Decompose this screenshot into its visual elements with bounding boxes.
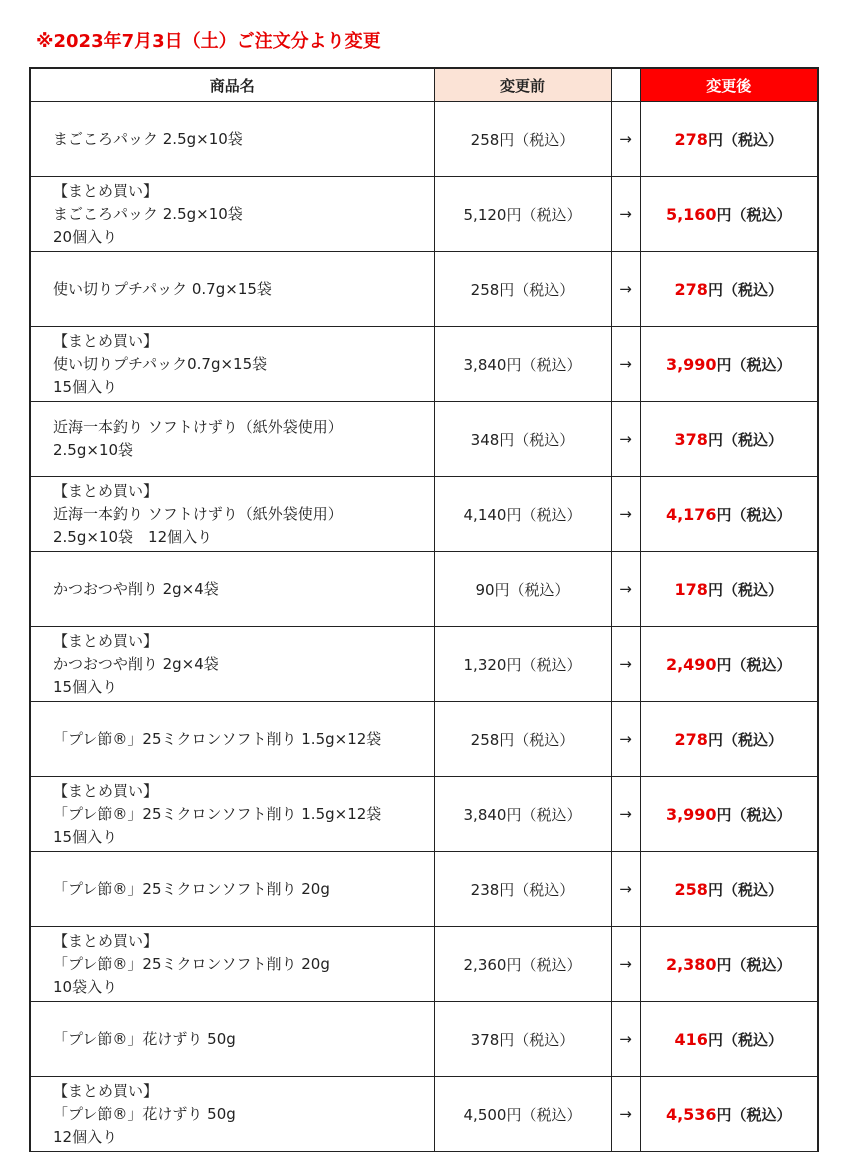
table-row bbox=[30, 1077, 818, 1152]
price-after-cell bbox=[640, 177, 818, 252]
price-after-cell bbox=[640, 927, 818, 1002]
price-after-unit: 円（税込） bbox=[716, 655, 792, 674]
table-row bbox=[30, 852, 818, 927]
product-name-line: 12個入り bbox=[53, 1127, 118, 1146]
price-after-unit: 円（税込） bbox=[716, 955, 792, 974]
product-name-line: 「プレ節®」花けずり 50g bbox=[53, 1029, 236, 1048]
product-name-line: 2.5g×10袋 bbox=[53, 441, 134, 459]
product-name-cell bbox=[30, 1002, 434, 1077]
price-after-amount: 3,990 bbox=[665, 804, 717, 824]
table-row bbox=[30, 402, 818, 477]
product-name-line: かつおつや削り 2g×4袋 bbox=[53, 654, 219, 673]
product-name-cell bbox=[30, 702, 434, 777]
price-before-cell: 4,500円（税込） bbox=[434, 1077, 611, 1152]
price-before-cell: 1,320円（税込） bbox=[434, 627, 611, 702]
product-name-line: 15個入り bbox=[53, 377, 118, 396]
product-name-line: 「プレ節®」25ミクロンソフト削り 20g bbox=[53, 879, 330, 898]
price-after-amount: 2,380 bbox=[665, 954, 717, 974]
table-row bbox=[30, 252, 818, 327]
arrow-icon: → bbox=[611, 552, 640, 627]
price-before-cell: 378円（税込） bbox=[434, 1002, 611, 1077]
price-before-cell: 348円（税込） bbox=[434, 402, 611, 477]
product-name-line: 「プレ節®」花けずり 50g bbox=[53, 1104, 236, 1123]
price-before-cell: 258円（税込） bbox=[434, 252, 611, 327]
header-before-change: 変更前 bbox=[434, 68, 611, 102]
header-after-change: 変更後 bbox=[640, 68, 818, 102]
header-product-name: 商品名 bbox=[30, 68, 434, 102]
table-row bbox=[30, 927, 818, 1002]
product-name-cell bbox=[30, 477, 434, 552]
price-before-cell: 3,840円（税込） bbox=[434, 777, 611, 852]
arrow-icon: → bbox=[611, 702, 640, 777]
table-row bbox=[30, 177, 818, 252]
price-after-cell bbox=[640, 402, 818, 477]
table-row bbox=[30, 627, 818, 702]
table-row bbox=[30, 552, 818, 627]
arrow-icon: → bbox=[611, 402, 640, 477]
product-name-cell bbox=[30, 252, 434, 327]
product-name-cell bbox=[30, 402, 434, 477]
arrow-icon: → bbox=[611, 327, 640, 402]
price-after-cell bbox=[640, 552, 818, 627]
arrow-icon: → bbox=[611, 627, 640, 702]
table-row bbox=[30, 777, 818, 852]
price-after-amount: 4,176 bbox=[665, 504, 717, 524]
product-name-line: 【まとめ買い】 bbox=[53, 631, 159, 650]
arrow-icon: → bbox=[611, 252, 640, 327]
price-before-cell: 238円（税込） bbox=[434, 852, 611, 927]
price-before-cell: 5,120円（税込） bbox=[434, 177, 611, 252]
product-name-cell bbox=[30, 102, 434, 177]
price-after-cell bbox=[640, 252, 818, 327]
product-name-line: 使い切りプチパック 0.7g×15袋 bbox=[53, 279, 272, 298]
product-name-line: 2.5g×10袋 12個入り bbox=[53, 527, 213, 546]
price-after-amount: 278 bbox=[674, 729, 708, 749]
price-after-unit: 円（税込） bbox=[707, 430, 783, 449]
price-change-notice: ※2023年7月3日（土）ご注文分より変更 bbox=[36, 31, 381, 52]
product-name-line: 20個入り bbox=[53, 227, 118, 246]
price-after-cell bbox=[640, 327, 818, 402]
arrow-icon: → bbox=[611, 777, 640, 852]
product-name-line: 【まとめ買い】 bbox=[53, 781, 159, 800]
price-after-cell bbox=[640, 777, 818, 852]
arrow-icon: → bbox=[611, 1077, 640, 1152]
product-name-line: 【まとめ買い】 bbox=[53, 481, 159, 500]
arrow-icon: → bbox=[611, 477, 640, 552]
product-name-cell bbox=[30, 627, 434, 702]
price-after-amount: 278 bbox=[674, 129, 708, 149]
table-row bbox=[30, 477, 818, 552]
table-row bbox=[30, 702, 818, 777]
product-name-line: 【まとめ買い】 bbox=[53, 331, 159, 350]
price-before-cell: 4,140円（税込） bbox=[434, 477, 611, 552]
product-name-line: 15個入り bbox=[53, 677, 118, 696]
price-after-unit: 円（税込） bbox=[707, 1030, 783, 1049]
price-after-cell bbox=[640, 852, 818, 927]
price-after-cell bbox=[640, 702, 818, 777]
price-after-amount: 258 bbox=[674, 879, 708, 899]
price-before-cell: 90円（税込） bbox=[434, 552, 611, 627]
product-name-line: 10袋入り bbox=[53, 977, 118, 996]
price-after-cell bbox=[640, 477, 818, 552]
price-after-amount: 278 bbox=[674, 279, 708, 299]
price-after-unit: 円（税込） bbox=[716, 355, 792, 374]
arrow-icon: → bbox=[611, 927, 640, 1002]
price-change-table bbox=[29, 67, 819, 1152]
product-name-line: かつおつや削り 2g×4袋 bbox=[53, 579, 219, 598]
product-name-cell bbox=[30, 777, 434, 852]
arrow-icon: → bbox=[611, 102, 640, 177]
price-after-amount: 2,490 bbox=[665, 654, 717, 674]
header-arrow bbox=[611, 68, 640, 102]
price-after-amount: 5,160 bbox=[665, 204, 717, 224]
price-after-unit: 円（税込） bbox=[707, 730, 783, 749]
price-before-cell: 258円（税込） bbox=[434, 102, 611, 177]
price-after-cell bbox=[640, 102, 818, 177]
price-before-cell: 258円（税込） bbox=[434, 702, 611, 777]
product-name-line: まごころパック 2.5g×10袋 bbox=[53, 129, 243, 148]
price-after-unit: 円（税込） bbox=[716, 505, 792, 524]
product-name-line: まごころパック 2.5g×10袋 bbox=[53, 204, 243, 223]
table-row bbox=[30, 102, 818, 177]
product-name-cell bbox=[30, 552, 434, 627]
price-before-cell: 2,360円（税込） bbox=[434, 927, 611, 1002]
product-name-cell bbox=[30, 327, 434, 402]
price-after-amount: 178 bbox=[674, 579, 708, 599]
price-after-amount: 4,536 bbox=[665, 1104, 717, 1124]
product-name-line: 使い切りプチパック0.7g×15袋 bbox=[53, 354, 268, 373]
price-after-amount: 3,990 bbox=[665, 354, 717, 374]
product-name-line: 【まとめ買い】 bbox=[53, 181, 159, 200]
product-name-line: 【まとめ買い】 bbox=[53, 931, 159, 950]
price-after-cell bbox=[640, 627, 818, 702]
product-name-cell bbox=[30, 927, 434, 1002]
price-before-cell: 3,840円（税込） bbox=[434, 327, 611, 402]
product-name-line: 近海一本釣り ソフトけずり（紙外袋使用） bbox=[53, 504, 343, 523]
product-name-cell bbox=[30, 1077, 434, 1152]
arrow-icon: → bbox=[611, 1002, 640, 1077]
product-name-cell bbox=[30, 852, 434, 927]
price-after-amount: 416 bbox=[674, 1029, 708, 1049]
price-after-unit: 円（税込） bbox=[707, 130, 783, 149]
product-name-cell bbox=[30, 177, 434, 252]
product-name-line: 近海一本釣り ソフトけずり（紙外袋使用） bbox=[53, 418, 343, 436]
product-name-line: 「プレ節®」25ミクロンソフト削り 1.5g×12袋 bbox=[53, 804, 382, 823]
arrow-icon: → bbox=[611, 852, 640, 927]
price-after-cell bbox=[640, 1002, 818, 1077]
price-after-unit: 円（税込） bbox=[716, 205, 792, 224]
price-after-unit: 円（税込） bbox=[707, 280, 783, 299]
price-after-unit: 円（税込） bbox=[707, 580, 783, 599]
product-name-line: 15個入り bbox=[53, 827, 118, 846]
price-after-unit: 円（税込） bbox=[716, 1105, 792, 1124]
price-after-amount: 378 bbox=[674, 429, 708, 449]
price-after-unit: 円（税込） bbox=[707, 880, 783, 899]
product-name-line: 【まとめ買い】 bbox=[53, 1081, 159, 1100]
table-row bbox=[30, 327, 818, 402]
product-name-line: 「プレ節®」25ミクロンソフト削り 20g bbox=[53, 954, 330, 973]
table-row bbox=[30, 1002, 818, 1077]
price-after-unit: 円（税込） bbox=[716, 805, 792, 824]
product-name-line: 「プレ節®」25ミクロンソフト削り 1.5g×12袋 bbox=[53, 729, 382, 748]
arrow-icon: → bbox=[611, 177, 640, 252]
table-header-row bbox=[30, 68, 818, 102]
price-after-cell bbox=[640, 1077, 818, 1152]
